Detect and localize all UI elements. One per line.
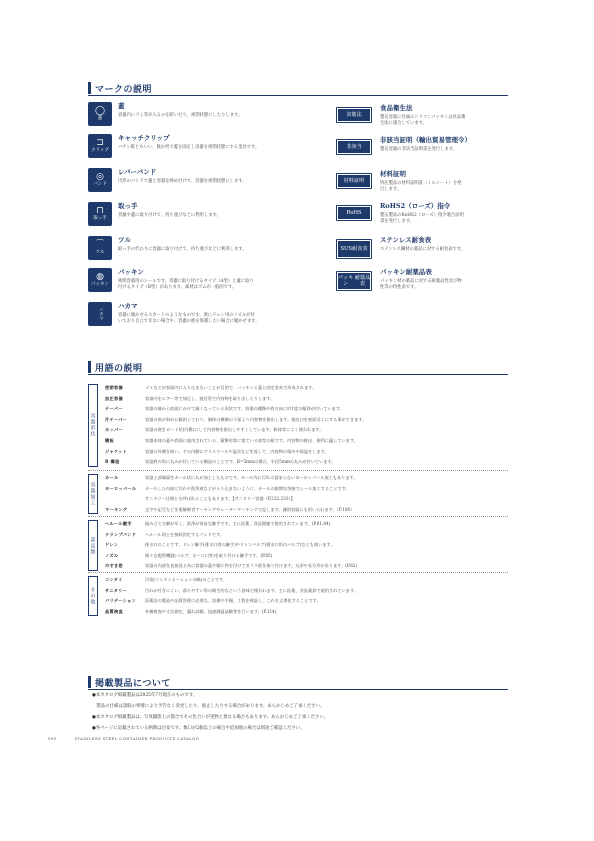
product-note: ●各ページに記載されている納期は目安です。数口が2個以上の場合や追加他の場合は別途ご確認ください。 bbox=[92, 726, 305, 731]
certificate-description-line: 行します。 bbox=[380, 187, 402, 193]
term-row bbox=[105, 439, 358, 443]
certificate-description-line: 製缶容器に付属のシリコンパッキンは食品衛 bbox=[380, 114, 466, 120]
term-description: 医薬品の製造や品質管理に必要な、設備や手順、工程を検証し、これを文書化することです。 bbox=[145, 598, 321, 604]
certificate-description-line: 生法に適合しています。 bbox=[380, 121, 427, 127]
term-name: カール bbox=[105, 475, 119, 480]
term-group-label: 容器形状 bbox=[88, 384, 98, 467]
certificate-item bbox=[336, 170, 516, 194]
page-number: 000 bbox=[48, 736, 57, 741]
products-section-heading bbox=[88, 672, 508, 690]
term-row bbox=[105, 508, 354, 512]
product-note: ●本カタログ掲載製品は、写真撮影上の都合でその色合いが実物と異なる場合もあります。あらかじめご了承ください。 bbox=[92, 715, 329, 720]
mark-item bbox=[88, 302, 328, 326]
badge-text: パッキン bbox=[337, 274, 354, 287]
packing-glyph: ◍ bbox=[96, 271, 104, 282]
mark-title: ハカマ bbox=[118, 302, 138, 310]
mark-item bbox=[88, 168, 328, 192]
certificate-item bbox=[336, 136, 516, 155]
mark-description bbox=[118, 145, 259, 152]
mark-description-line: いており自立できない場合や、容器の底を保護したい場合に履かせます。 bbox=[118, 319, 260, 325]
mark-item bbox=[88, 236, 328, 260]
certificate-text bbox=[380, 236, 512, 259]
certificate-text bbox=[380, 170, 512, 194]
term-name bbox=[105, 497, 145, 501]
term-description: 汚染(コンタミネーションの略)のことです。 bbox=[145, 577, 228, 582]
skirt-icon bbox=[88, 302, 112, 326]
term-description: 容器底の角に丸みが付いている構造のことです。R=5mmの場合、半径5mmの丸みが付いています。 bbox=[145, 459, 336, 465]
group-divider bbox=[88, 470, 508, 471]
certificate-title: ステンレス耐食表 bbox=[380, 236, 432, 244]
term-group bbox=[88, 520, 508, 573]
certificate-badge bbox=[336, 205, 372, 221]
badge-text: 耐食表 bbox=[351, 245, 368, 252]
certificate-description bbox=[380, 147, 512, 154]
clip-glyph: ⊐ bbox=[96, 137, 104, 148]
term-name: 品質検査 bbox=[105, 608, 123, 614]
mark-icon-caption: クリップ bbox=[91, 147, 109, 153]
certificate-description bbox=[380, 181, 512, 194]
bail-glyph: ⌒ bbox=[95, 239, 105, 250]
term-name: ヘルール継手 bbox=[105, 521, 132, 526]
certificate-title: パッキン耐薬品表 bbox=[380, 268, 432, 276]
certificate-description-line: 製缶製品のRoHS2（ローズ）指令適合証明 bbox=[380, 212, 464, 218]
term-group bbox=[88, 576, 508, 618]
heading-rule bbox=[88, 95, 508, 96]
lid-icon bbox=[88, 102, 112, 126]
term-name: ヨーロッパール bbox=[105, 485, 137, 491]
term-row bbox=[105, 533, 224, 537]
term-description: 汚れが付きにくい、落ちやすい等の衛生的なという意味で使われます。主に医薬、食品業界で使用されています。 bbox=[145, 587, 358, 593]
mark-title: 蓋 bbox=[118, 102, 125, 110]
certificate-title: RoHS2（ローズ）指令 bbox=[380, 202, 451, 210]
page-footer bbox=[48, 736, 199, 741]
mark-description bbox=[118, 179, 246, 186]
mark-item bbox=[88, 134, 328, 158]
mark-description-line: バチン錠ともいい、数か所で蓋を固定し容器を密閉状態にする金具です。 bbox=[118, 144, 260, 150]
mark-icon-caption: ハカマ bbox=[98, 307, 104, 321]
marks-section-title: マークの説明 bbox=[95, 85, 153, 95]
term-description: 様々な配管機器(バルブ、ホース口等)を取り付ける継手です。(P.85) bbox=[145, 552, 273, 558]
certificate-title: 非該当証明（輸出貿易管理令） bbox=[380, 136, 471, 144]
term-row bbox=[105, 476, 358, 480]
term-group bbox=[88, 474, 508, 516]
mark-title: ツル bbox=[118, 236, 131, 244]
mark-description-line: 取っ手の代わりに容器に取り付けて、持ち運びなどに利用します。 bbox=[118, 246, 247, 252]
group-divider bbox=[88, 516, 508, 517]
group-divider bbox=[88, 572, 508, 573]
certificate-badge bbox=[336, 173, 372, 189]
mark-icon-caption: 取っ手 bbox=[93, 215, 107, 221]
term-description: 容器の底が斜めに傾斜しており、胴体の横側の下部より内容物を排出します。排出口を底面近くにする事ができます。 bbox=[145, 416, 367, 422]
term-description: 組み立て分解が早く、洗浄が容易な継手です。主に医薬、食品関連で使用されています。(P.81,84) bbox=[145, 521, 331, 526]
mark-text bbox=[118, 134, 259, 158]
term-row bbox=[105, 599, 321, 603]
heading-rule bbox=[88, 374, 508, 375]
heading-bar bbox=[88, 676, 91, 688]
catalog-name: STAINLESS STEEL CONTAINER PRODUCTS CATALOG bbox=[74, 736, 200, 741]
term-description: 排水口のことです。ドレン継手(排水口用の継手)やドレンバルブ(排水口用のバルブ)なども使います。 bbox=[145, 542, 335, 548]
certificate-description-line: パッキン材の薬品に対する耐薬品性及び物 bbox=[380, 278, 462, 284]
term-name: R 構造 bbox=[105, 459, 120, 465]
certificate-text bbox=[380, 136, 512, 155]
handle-icon bbox=[88, 202, 112, 226]
mark-icon-caption: バンド bbox=[93, 181, 107, 187]
term-description: 容器上部端面をカール状に丸め加工したものです。カール内に汚れの溜まらないヨーロッパール加工もあります。 bbox=[145, 475, 358, 480]
term-name: サニタリー bbox=[105, 587, 128, 593]
term-name: ホッパー bbox=[105, 427, 123, 433]
bail-icon bbox=[88, 236, 112, 260]
mark-icon-caption: パッキン bbox=[91, 281, 109, 287]
term-group-label: 部品類 bbox=[88, 520, 98, 571]
term-name: ジャケット bbox=[105, 448, 128, 454]
term-name: 鏡板 bbox=[105, 438, 114, 443]
marks-section-heading bbox=[88, 78, 508, 96]
mark-text bbox=[118, 302, 259, 326]
term-description: 容器の内部を直接見る為に容器の蓋や胴に枠を付けてガラス板を取り付けます。丸形や長方形があります。(P.82) bbox=[145, 563, 358, 569]
mark-text bbox=[118, 236, 246, 260]
certificate-description-line: 書を発行します。 bbox=[380, 219, 415, 225]
term-row bbox=[105, 543, 335, 547]
term-row bbox=[105, 418, 366, 422]
term-description: 容器の底をロート状(円錐)にして内容物を排出しやすくしています。粉体等によく使われます。 bbox=[145, 427, 324, 433]
term-description: 容器の外側を囲い、その内側にグラスウールや温水などを流して、内容物の保冷や保温をします。 bbox=[145, 448, 329, 454]
term-name: ノズル bbox=[105, 552, 119, 558]
term-description: カールした内部に汚れや洗浄液などが入り込まないように、カールの隙間を溶接でシール加工することです。 bbox=[145, 485, 350, 491]
mark-title: パッキン bbox=[118, 268, 144, 276]
term-name: バリデーション bbox=[105, 598, 137, 604]
term-description: サニタリー仕様とも呼ばれることもあります。【サニタリー容器（P.222,233）】 bbox=[145, 496, 295, 502]
certificate-badge bbox=[336, 107, 372, 123]
mark-text bbox=[118, 268, 254, 292]
mark-description bbox=[118, 313, 259, 326]
certificate-text bbox=[380, 202, 512, 226]
certificate-badge bbox=[336, 271, 372, 291]
certificate-title: 食品衛生法 bbox=[380, 104, 413, 112]
certificate-badge bbox=[336, 239, 372, 259]
badge-text: 非該当 bbox=[346, 143, 362, 150]
terms-section-heading bbox=[88, 357, 508, 375]
term-group bbox=[88, 384, 508, 469]
certificate-text bbox=[380, 268, 512, 292]
mark-title: キャッチクリップ bbox=[118, 134, 170, 142]
mark-description-line: 円形のバンドで蓋と容器を締め付けて、容器を密閉状態にします。 bbox=[118, 178, 247, 184]
term-row bbox=[105, 450, 329, 454]
certificate-description bbox=[380, 115, 512, 128]
term-name: テーパー bbox=[105, 406, 123, 412]
mark-description bbox=[118, 113, 242, 120]
term-row bbox=[105, 487, 350, 491]
mark-text bbox=[118, 102, 242, 126]
certificate-description-line: 特注製品の材料証明書（ミルシート）を発 bbox=[380, 180, 462, 186]
band-glyph: ◎ bbox=[96, 171, 104, 182]
certificate-title: 材料証明 bbox=[380, 170, 406, 178]
mark-item bbox=[88, 102, 328, 126]
product-note: 製品の仕様は諸般の事情により予告なく変更したり、廃止したりする場合があります。あらかじめご了承ください。 bbox=[92, 704, 325, 709]
certificate-item bbox=[336, 104, 516, 128]
certificate-item bbox=[336, 236, 516, 259]
term-row bbox=[105, 460, 336, 464]
heading-bar bbox=[88, 361, 91, 373]
product-note: ●本カタログ掲載製品は2025年7月現在のものです。 bbox=[92, 693, 198, 698]
mark-icon-caption: ツル bbox=[95, 249, 105, 255]
badge-text: 材料証明 bbox=[343, 177, 365, 184]
packing-icon bbox=[88, 268, 112, 292]
certificate-badge bbox=[336, 139, 372, 155]
badge-text: 耐薬品表 bbox=[354, 274, 371, 287]
heading-rule bbox=[88, 689, 508, 690]
products-section-title: 掲載製品について bbox=[95, 679, 171, 689]
term-row bbox=[105, 610, 276, 614]
term-row bbox=[105, 386, 316, 390]
badge-text: RoHS bbox=[346, 209, 362, 216]
mark-icon-caption: 蓋 bbox=[97, 115, 103, 121]
certificate-description bbox=[380, 247, 512, 254]
certificate-item bbox=[336, 202, 516, 226]
mark-title: レバーバンド bbox=[118, 168, 157, 176]
certificate-description-line: 製缶容器の非該当証明書を発行します。 bbox=[380, 146, 457, 152]
mark-title: 取っ手 bbox=[118, 202, 138, 210]
badge-text: SUS bbox=[340, 245, 352, 252]
mark-item bbox=[88, 202, 328, 226]
certificate-description bbox=[380, 213, 512, 226]
term-description: 外観検査や寸法測定、漏れ試験、流速測温試験等を行います。(P.114) bbox=[145, 608, 277, 614]
terms-section-title: 用語の説明 bbox=[95, 364, 143, 374]
certificate-description-line: 性等の特性表です。 bbox=[380, 285, 419, 291]
term-row bbox=[105, 578, 227, 582]
badge-text: 食衛法 bbox=[346, 111, 362, 118]
mark-description-line: 容器内にゴミ等が入るのを防いだり、密閉状態にしたりします。 bbox=[118, 112, 243, 118]
mark-description-line: 付けるタイプ（B型）があります。素材はゴムが一般的です。 bbox=[118, 285, 237, 291]
term-row bbox=[105, 497, 295, 501]
mark-text bbox=[118, 168, 246, 192]
term-row bbox=[105, 589, 358, 593]
term-row bbox=[105, 428, 323, 432]
certificate-description bbox=[380, 279, 512, 292]
clip-icon bbox=[88, 134, 112, 158]
term-name: クランプバンド bbox=[105, 531, 137, 537]
term-name: マーキング bbox=[105, 506, 128, 512]
term-name: のぞき窓 bbox=[105, 563, 123, 569]
term-name: ドレン bbox=[105, 542, 119, 548]
term-name: 密閉容器 bbox=[105, 385, 123, 390]
term-group-label: その他 bbox=[88, 576, 98, 616]
mark-description-line: 密閉容器用のシールです。容器に取り付けるタイプ（A型）と蓋に取り bbox=[118, 278, 254, 284]
band-icon bbox=[88, 168, 112, 192]
mark-description bbox=[118, 247, 246, 254]
heading-bar bbox=[88, 82, 91, 94]
certificate-description-line: ステンレス鋼材の薬品に対する耐食表です。 bbox=[380, 246, 466, 252]
term-row bbox=[105, 397, 274, 401]
mark-description-line: 容器や蓋に取り付けて、持ち運びなどに利用します。 bbox=[118, 212, 221, 218]
mark-item bbox=[88, 268, 328, 292]
handle-glyph: ⊓ bbox=[96, 205, 104, 216]
mark-description bbox=[118, 213, 221, 220]
term-group-label: 容器加工 bbox=[88, 474, 98, 514]
mark-text bbox=[118, 202, 221, 226]
term-description: 文字や記号などを電解腐食マーキングやレーザーマーキングで記します。識別容器にも用いられます。（P.108） bbox=[145, 506, 355, 512]
term-name: 加圧容器 bbox=[105, 395, 123, 401]
mark-description bbox=[118, 279, 254, 292]
term-row bbox=[105, 407, 344, 411]
term-description: 容器内をエアー等で加圧し、液送管で内容物を取り出したりします。 bbox=[145, 395, 275, 401]
term-name: コンタミ bbox=[105, 577, 123, 582]
term-description: 容器本体の蓋や底面に使用されている、鏡餅形状に似ている皿型の板です。内容物の排出、便利に適しています。 bbox=[145, 438, 358, 443]
lid-glyph: ◯ bbox=[94, 105, 106, 116]
term-description: ヘルール同士を接続固定するバンドです。 bbox=[145, 531, 225, 537]
term-description: ゴミなどが容器内に入り込まないことが目的で、パッキンと蓋と固定金具で形成されます。 bbox=[145, 385, 317, 390]
term-row bbox=[105, 564, 357, 568]
term-description: 容器の縁から底面にかけて細くなっている形状です。容器の種類や底方向に約1度の傾斜が付いています。 bbox=[145, 406, 344, 412]
term-name: 片テーパー bbox=[105, 416, 128, 422]
certificate-text bbox=[380, 104, 512, 128]
mark-description-line: 容器に履かせるスカートのようなものです。底にドレン用のノズルが付 bbox=[118, 312, 255, 318]
term-row bbox=[105, 554, 272, 558]
term-row bbox=[105, 522, 330, 526]
certificate-item bbox=[336, 268, 516, 292]
